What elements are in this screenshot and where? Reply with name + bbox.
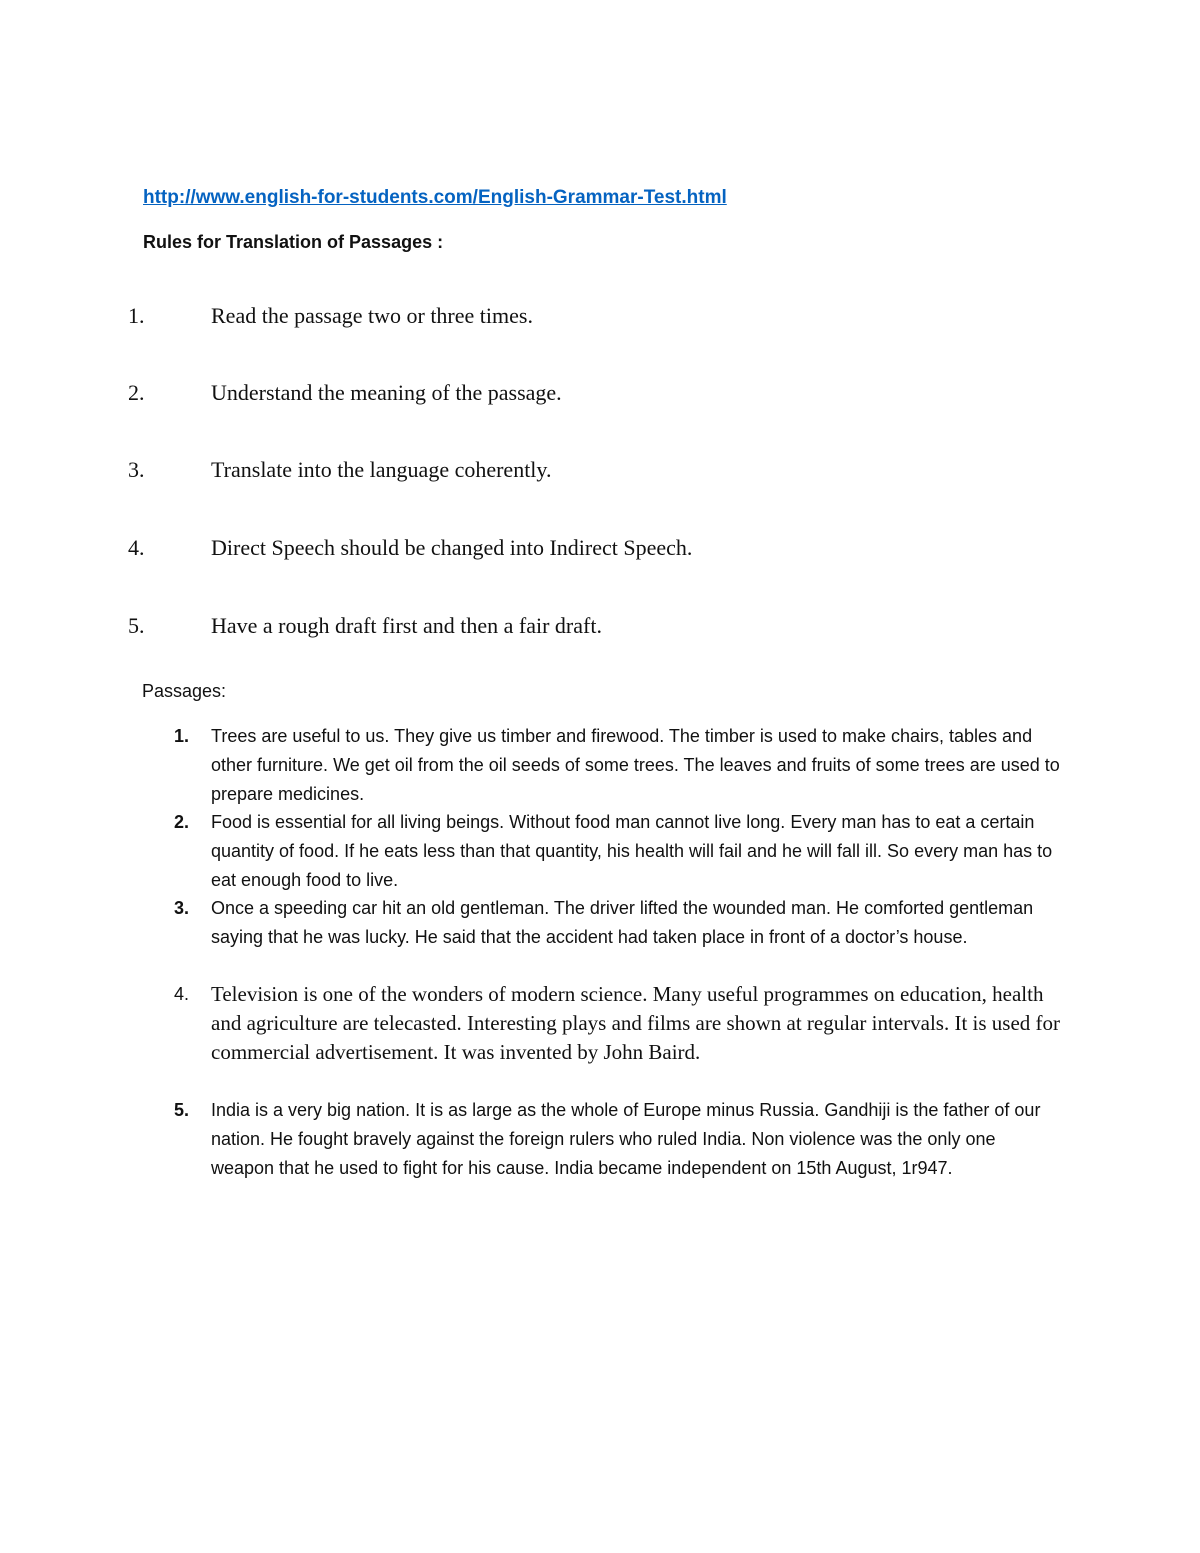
rule-text: Direct Speech should be changed into Indirect Speech.	[211, 535, 693, 560]
passage-text: India is a very big nation. It is as large as the whole of Europe minus Russia. Gandhiji is the father of our nation. He fought bravely against the foreign rulers who ruled India. Non violence was the only one weapon that he used to fight for his cause. India became independent on 15th August, 1r947.	[211, 1100, 1041, 1178]
passage-number: 5.	[174, 1100, 190, 1120]
passage-text: Television is one of the wonders of modern science. Many useful programmes on education, health and agriculture are telecasted. Interesting plays and films are shown at regular intervals. It is used for commercial advertisement. It was invented by John Baird.	[211, 982, 1061, 1064]
passage-text: Food is essential for all living beings. Without food man cannot live long. Every man has to eat a certain quantity of food. If he eats less than that quantity, his health will fail and he will fall ill. So every man has to eat enough food to live.	[211, 812, 1053, 890]
rule-number: 2.	[128, 380, 145, 405]
rule-number: 3.	[128, 457, 145, 482]
rule-item	[0, 303, 1100, 333]
rule-number: 5.	[128, 613, 145, 638]
rule-item	[0, 457, 1100, 487]
rule-number: 4.	[128, 535, 145, 560]
rule-text: Have a rough draft first and then a fair draft.	[211, 613, 602, 638]
rule-text: Understand the meaning of the passage.	[211, 380, 562, 405]
rule-item	[0, 380, 1100, 410]
passage-number: 3.	[174, 898, 190, 918]
rule-number: 1.	[128, 303, 145, 328]
passages-heading: Passages:	[142, 681, 227, 701]
rules-heading: Rules for Translation of Passages :	[143, 232, 444, 252]
grammar-test-link[interactable]: http://www.english-for-students.com/English-Grammar-Test.html	[143, 187, 727, 208]
rule-item	[0, 535, 1100, 565]
passage-number: 1.	[174, 726, 190, 746]
passage-number: 2.	[174, 812, 190, 832]
rule-item	[0, 613, 1100, 643]
rule-text: Translate into the language coherently.	[211, 457, 552, 482]
passage-text: Once a speeding car hit an old gentleman. The driver lifted the wounded man. He comforted gentleman saying that he was lucky. He said that the accident had taken place in front of a doctor’s house.	[211, 898, 1034, 947]
rule-text: Read the passage two or three times.	[211, 303, 533, 328]
passage-text: Trees are useful to us. They give us timber and firewood. The timber is used to make chairs, tables and other furniture. We get oil from the oil seeds of some trees. The leaves and fruits of some trees are used to prepare medicines.	[211, 726, 1060, 804]
passage-number: 4.	[174, 984, 190, 1004]
